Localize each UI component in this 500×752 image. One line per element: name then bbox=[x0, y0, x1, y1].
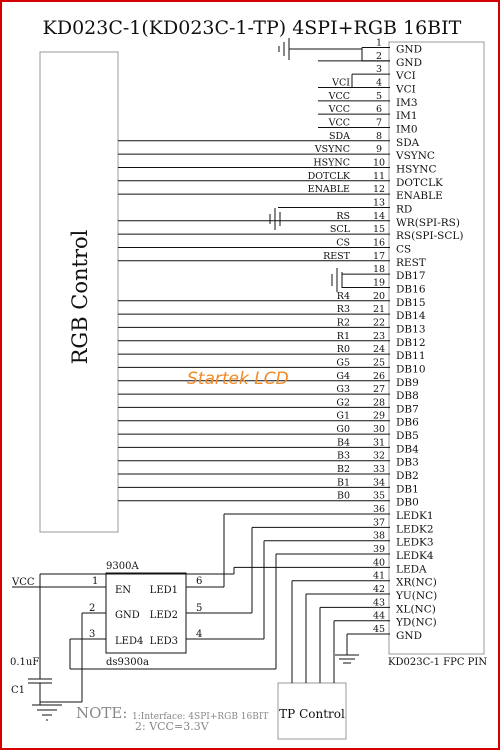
ground-symbol-top bbox=[279, 38, 362, 60]
pin-38-number: 38 bbox=[372, 530, 386, 542]
pin-23-number: 23 bbox=[372, 330, 386, 342]
pin-10-number: 10 bbox=[372, 157, 386, 169]
watermark: Startek LCD bbox=[187, 369, 289, 389]
pin-7-name: IM0 bbox=[396, 123, 418, 136]
pin-1-number: 1 bbox=[375, 37, 383, 49]
diagram-title: KD023C-1(KD023C-1-TP) 4SPI+RGB 16BIT bbox=[42, 17, 462, 39]
ic-pin-2-number: 2 bbox=[89, 603, 96, 614]
pin-24-net-label: R0 bbox=[336, 344, 350, 356]
pin-6-number: 6 bbox=[375, 104, 383, 116]
pin-30-number: 30 bbox=[372, 424, 386, 436]
pin-14-net-label: RS bbox=[336, 210, 350, 222]
pin-43-name: XL(NC) bbox=[396, 603, 436, 616]
ic-pin-led4-label: LED4 bbox=[115, 636, 144, 647]
pin-24-number: 24 bbox=[372, 344, 386, 356]
pin-11-name: DOTCLK bbox=[396, 176, 443, 189]
pin-23-name: DB12 bbox=[396, 336, 426, 349]
pin-18-number: 18 bbox=[372, 264, 386, 276]
pin-14-name: WR(SPI-RS) bbox=[396, 216, 460, 229]
pin-38-name: LEDK3 bbox=[396, 536, 434, 549]
pin-8-net-label: SDA bbox=[329, 130, 350, 142]
pin-4-name: VCI bbox=[396, 83, 416, 96]
pin-33-number: 33 bbox=[372, 464, 386, 476]
pin-12-number: 12 bbox=[372, 184, 386, 196]
pin-15-number: 15 bbox=[372, 224, 386, 236]
pin-28-number: 28 bbox=[372, 397, 386, 409]
pin-12-net-label: ENABLE bbox=[307, 184, 350, 196]
pin-1-name: GND bbox=[396, 43, 422, 56]
pin-23-net-label: R1 bbox=[336, 330, 350, 342]
ic-pin-gnd-label: GND bbox=[115, 610, 140, 621]
pin-27-number: 27 bbox=[372, 384, 386, 396]
pin-36-number: 36 bbox=[372, 504, 386, 516]
pin-39-name: LEDK4 bbox=[396, 550, 434, 563]
pin-29-number: 29 bbox=[372, 410, 386, 422]
pin-41-name: XR(NC) bbox=[396, 576, 437, 589]
note-label: NOTE: bbox=[76, 704, 128, 722]
pin-25-net-label: G5 bbox=[336, 357, 350, 369]
pin-32-name: DB3 bbox=[396, 456, 419, 469]
pin-7-number: 7 bbox=[375, 117, 383, 129]
ic-pin-4-number: 4 bbox=[196, 629, 203, 640]
pin-10-name: HSYNC bbox=[396, 163, 437, 176]
pin-34-number: 34 bbox=[372, 477, 386, 489]
pin-6-net-label: VCC bbox=[328, 104, 350, 116]
ground-symbol-cap bbox=[32, 705, 62, 720]
ic-pin-led2-label: LED2 bbox=[149, 610, 178, 621]
pin-41-number: 41 bbox=[372, 570, 386, 582]
fpc-pin-label: KD023C-1 FPC PIN bbox=[388, 657, 488, 668]
pin-5-net-label: VCC bbox=[328, 90, 350, 102]
pin-33-name: DB2 bbox=[396, 470, 419, 483]
pin-28-net-label: G2 bbox=[336, 397, 350, 409]
pin-26-name: DB9 bbox=[396, 376, 419, 389]
pin-31-name: DB4 bbox=[396, 443, 419, 456]
ic-name: 9300A bbox=[106, 561, 139, 572]
pin-42-name: YU(NC) bbox=[396, 590, 438, 603]
pin-26-number: 26 bbox=[372, 370, 386, 382]
pin-40-name: LEDA bbox=[396, 563, 427, 576]
pin-37-number: 37 bbox=[372, 517, 386, 529]
ic-pin-3-number: 3 bbox=[89, 629, 96, 640]
capacitor-c1 bbox=[28, 679, 52, 683]
pin-3-number: 3 bbox=[375, 64, 383, 76]
pin-26-net-label: G4 bbox=[336, 370, 350, 382]
pin-21-number: 21 bbox=[372, 304, 386, 316]
pin-19-name: DB16 bbox=[396, 283, 426, 296]
pin-30-net-label: G0 bbox=[336, 424, 350, 436]
pin-6-name: IM1 bbox=[396, 110, 418, 123]
pin-29-name: DB6 bbox=[396, 416, 419, 429]
pin-3-name: VCI bbox=[396, 70, 416, 83]
tp-control-label: TP Control bbox=[279, 707, 345, 721]
pin-42-number: 42 bbox=[372, 584, 386, 596]
pin-40-number: 40 bbox=[372, 557, 386, 569]
pin-44-number: 44 bbox=[372, 610, 386, 622]
pin-5-number: 5 bbox=[375, 90, 383, 102]
pin-29-net-label: G1 bbox=[336, 410, 350, 422]
pin-17-number: 17 bbox=[372, 250, 386, 262]
pin-43-number: 43 bbox=[372, 597, 386, 609]
schematic-diagram bbox=[2, 2, 500, 752]
pin-9-name: VSYNC bbox=[396, 150, 435, 163]
pin-11-number: 11 bbox=[372, 170, 386, 182]
pin-22-net-label: R2 bbox=[336, 317, 350, 329]
pin-31-net-label: B4 bbox=[336, 437, 350, 449]
ic-pin-6-number: 6 bbox=[196, 576, 203, 587]
pin-11-net-label: DOTCLK bbox=[307, 170, 350, 182]
pin-32-number: 32 bbox=[372, 450, 386, 462]
pin-24-name: DB11 bbox=[396, 350, 426, 363]
pin-9-net-label: VSYNC bbox=[314, 144, 350, 156]
pin-35-net-label: B0 bbox=[336, 490, 350, 502]
ground-symbol-pin18 bbox=[332, 268, 342, 292]
note-line-2: 2: VCC=3.3V bbox=[135, 720, 209, 733]
pin-27-name: DB8 bbox=[396, 390, 419, 403]
pin-45-number: 45 bbox=[372, 624, 386, 636]
pin-9-number: 9 bbox=[375, 144, 383, 156]
pin-34-name: DB1 bbox=[396, 483, 419, 496]
pin-33-net-label: B2 bbox=[336, 464, 350, 476]
pin-13-number: 13 bbox=[372, 197, 386, 209]
pin-18-name: DB17 bbox=[396, 270, 426, 283]
pin-27-net-label: G3 bbox=[336, 384, 350, 396]
pin-31-number: 31 bbox=[372, 437, 386, 449]
capacitor-value: 0.1uF bbox=[10, 657, 40, 668]
pin-15-name: RS(SPI-SCL) bbox=[396, 230, 464, 243]
pin-39-number: 39 bbox=[372, 544, 386, 556]
pin-21-name: DB14 bbox=[396, 310, 426, 323]
pin-17-net-label: REST bbox=[323, 250, 350, 262]
pin-25-name: DB10 bbox=[396, 363, 426, 376]
pin-10-net-label: HSYNC bbox=[313, 157, 350, 169]
led-driver-ic bbox=[89, 561, 202, 668]
pin-7-net-label: VCC bbox=[328, 117, 350, 129]
pin-34-net-label: B1 bbox=[336, 477, 350, 489]
pin-20-number: 20 bbox=[372, 290, 386, 302]
ground-symbol-pin13 bbox=[270, 208, 280, 230]
pin-20-net-label: R4 bbox=[336, 290, 350, 302]
capacitor-ref: C1 bbox=[11, 685, 26, 696]
pin-19-number: 19 bbox=[372, 277, 386, 289]
pin-32-net-label: B3 bbox=[336, 450, 350, 462]
pin-28-name: DB7 bbox=[396, 403, 419, 416]
pin-45-name: GND bbox=[396, 630, 422, 643]
pin-16-net-label: CS bbox=[336, 237, 350, 249]
pin-35-name: DB0 bbox=[396, 496, 419, 509]
ic-part: ds9300a bbox=[106, 657, 149, 668]
pin-16-number: 16 bbox=[372, 237, 386, 249]
pin-5-name: IM3 bbox=[396, 96, 418, 109]
ic-pin-1-number: 1 bbox=[92, 576, 99, 587]
pin-15-net-label: SCL bbox=[329, 224, 350, 236]
rgb-control-label: RGB Control bbox=[68, 229, 92, 365]
ground-symbol-pin45 bbox=[335, 655, 359, 663]
pin-12-name: ENABLE bbox=[396, 190, 443, 203]
pin-35-number: 35 bbox=[372, 490, 386, 502]
pin-44-name: YD(NC) bbox=[396, 616, 437, 629]
pin-14-number: 14 bbox=[372, 210, 386, 222]
ic-pin-5-number: 5 bbox=[196, 603, 203, 614]
ic-pin-led3-label: LED3 bbox=[149, 636, 178, 647]
pin-21-net-label: R3 bbox=[336, 304, 350, 316]
pin-4-number: 4 bbox=[375, 77, 383, 89]
ic-pin-led1-label: LED1 bbox=[149, 585, 178, 596]
pin-22-name: DB13 bbox=[396, 323, 426, 336]
pin-rows bbox=[118, 38, 463, 643]
pin-8-name: SDA bbox=[396, 136, 420, 149]
ic-pin-en-label: EN bbox=[115, 585, 132, 596]
pin-22-number: 22 bbox=[372, 317, 386, 329]
vcc-label: VCC bbox=[12, 577, 35, 588]
pin-20-name: DB15 bbox=[396, 296, 426, 309]
pin-13-name: RD bbox=[396, 203, 413, 216]
pin-2-number: 2 bbox=[375, 50, 383, 62]
pin-25-number: 25 bbox=[372, 357, 386, 369]
pin-16-name: CS bbox=[396, 243, 412, 256]
note-line-1: 1:Interface: 4SPI+RGB 16BIT bbox=[132, 712, 269, 722]
pin-30-name: DB5 bbox=[396, 430, 419, 443]
pin-8-number: 8 bbox=[375, 130, 383, 142]
pin-2-name: GND bbox=[396, 56, 422, 69]
pin-17-name: REST bbox=[396, 256, 426, 269]
pin-36-name: LEDK1 bbox=[396, 510, 434, 523]
pin-4-net-label: VCI bbox=[332, 77, 350, 89]
pin-37-name: LEDK2 bbox=[396, 523, 434, 536]
